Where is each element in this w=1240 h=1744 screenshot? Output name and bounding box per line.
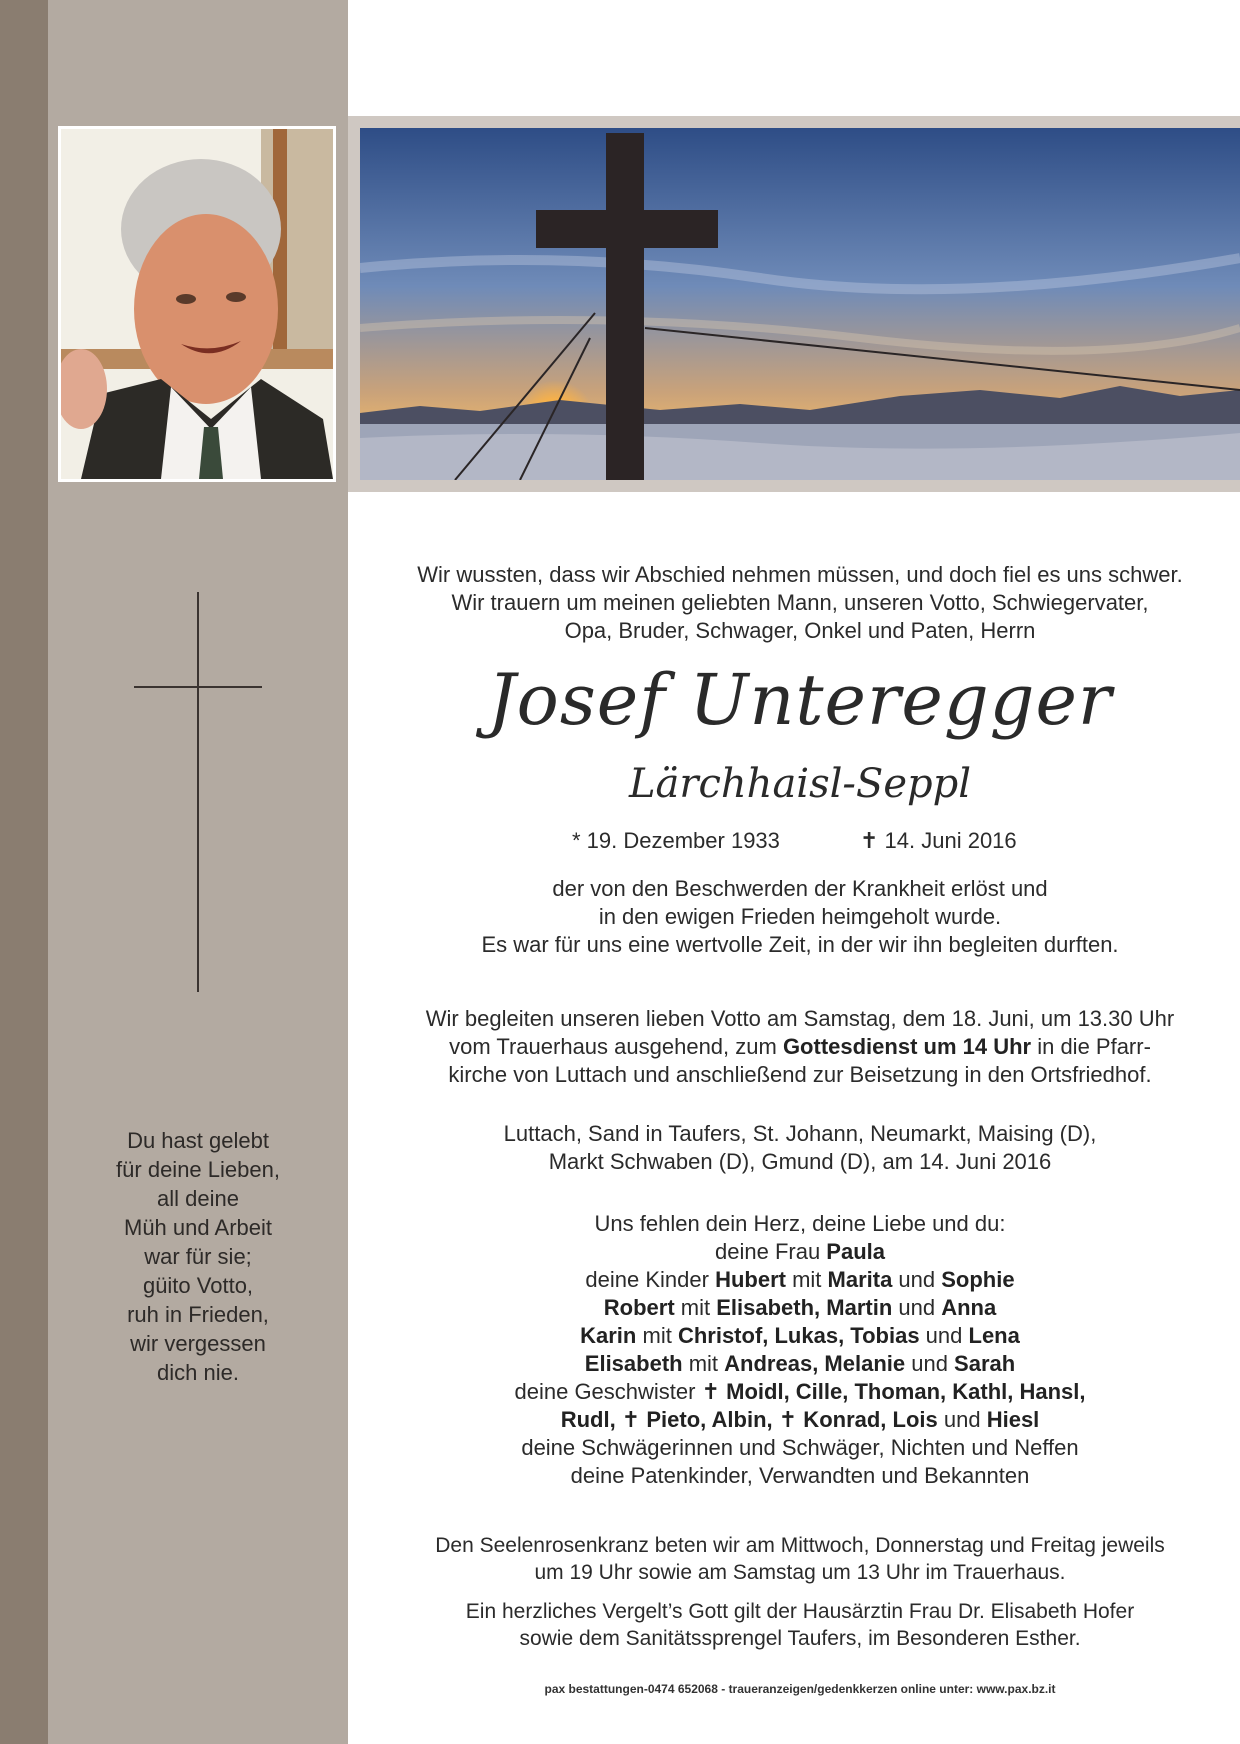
name-bold: Marita bbox=[827, 1267, 893, 1292]
mourners-line: deine Patenkinder, Verwandten und Bekannten bbox=[570, 1463, 1030, 1488]
text-span: und bbox=[919, 1323, 969, 1348]
rosary-paragraph bbox=[370, 1532, 1230, 1586]
intro-line: Wir trauern um meinen geliebten Mann, unseren Votto, Schwiegervater, bbox=[451, 590, 1149, 615]
paragraph-line: um 19 Uhr sowie am Samstag um 13 Uhr im Trauerhaus. bbox=[534, 1561, 1066, 1584]
name-bold: Hiesl bbox=[986, 1407, 1040, 1432]
portrait-illustration bbox=[61, 129, 333, 479]
deceased-nickname: Lärchhaisl-Seppl bbox=[628, 761, 971, 807]
deceased-name: Josef Unteregger bbox=[487, 659, 1113, 741]
poem-line: güito Votto, bbox=[142, 1273, 254, 1298]
mourners-list bbox=[370, 1210, 1230, 1490]
mourners-line bbox=[370, 1378, 1230, 1406]
poem-line: wir vergessen bbox=[130, 1331, 266, 1356]
mourners-line bbox=[370, 1238, 1230, 1266]
paragraph-line: Luttach, Sand in Taufers, St. Johann, Neumarkt, Maising (D), bbox=[503, 1121, 1097, 1146]
name-bold: Elisabeth, Martin bbox=[716, 1295, 893, 1320]
text-span: deine Kinder bbox=[585, 1267, 716, 1292]
places-paragraph bbox=[370, 1120, 1230, 1176]
top-white-area bbox=[348, 0, 1240, 116]
text-span: deine Frau bbox=[715, 1239, 827, 1264]
cross-vertical-bar bbox=[197, 592, 199, 992]
paragraph-line: Wir begleiten unseren lieben Votto am Samstag, dem 18. Juni, um 13.30 Uhr bbox=[425, 1006, 1175, 1031]
name-bold: Christof, Lukas, Tobias bbox=[677, 1323, 920, 1348]
paragraph-line bbox=[370, 1033, 1230, 1061]
poem-line: dich nie. bbox=[157, 1360, 239, 1385]
text-span: und bbox=[892, 1267, 942, 1292]
intro-line: Opa, Bruder, Schwager, Onkel und Paten, Herrn bbox=[564, 618, 1036, 643]
name-bold: Karin bbox=[580, 1323, 637, 1348]
name-bold: Lena bbox=[968, 1323, 1020, 1348]
side-poem bbox=[60, 1126, 336, 1387]
text-span: mit bbox=[785, 1267, 828, 1292]
mourners-line: Uns fehlen dein Herz, deine Liebe und du: bbox=[594, 1211, 1006, 1236]
cross-horizontal-bar bbox=[134, 686, 262, 688]
thanks-paragraph bbox=[370, 1598, 1230, 1652]
side-cross bbox=[132, 592, 264, 992]
poem-line: all deine bbox=[157, 1186, 239, 1211]
life-dates bbox=[370, 827, 1230, 857]
paragraph-line: Es war für uns eine wertvolle Zeit, in der wir ihn begleiten durften. bbox=[481, 932, 1119, 957]
text-span: und bbox=[937, 1407, 987, 1432]
name-bold: Andreas, Melanie bbox=[724, 1351, 906, 1376]
mourners-line bbox=[370, 1294, 1230, 1322]
poem-line: Du hast gelebt bbox=[127, 1128, 269, 1153]
name-bold: Anna bbox=[941, 1295, 997, 1320]
funeral-paragraph bbox=[370, 1005, 1230, 1089]
footer-credits: pax bestattungen-0474 652068 - traueranzeigen/gedenkkerzen online unter: www.pax.bz.it bbox=[544, 1682, 1056, 1696]
text-span: und bbox=[905, 1351, 955, 1376]
text-span: vom Trauerhaus ausgehend, zum bbox=[449, 1034, 783, 1059]
text-span: deine Geschwister bbox=[514, 1379, 702, 1404]
paragraph-line: sowie dem Sanitätssprengel Taufers, im Besonderen Esther. bbox=[519, 1627, 1081, 1650]
summit-cross-photo bbox=[360, 128, 1240, 480]
name-bold: Sophie bbox=[941, 1267, 1015, 1292]
text-span: mit bbox=[636, 1323, 678, 1348]
name-bold: Robert bbox=[603, 1295, 675, 1320]
name-bold: ✝ Moidl, Cille, Thoman, Kathl, Hansl, bbox=[701, 1379, 1086, 1404]
poem-line: ruh in Frieden, bbox=[127, 1302, 269, 1327]
paragraph-line: Markt Schwaben (D), Gmund (D), am 14. Juni 2016 bbox=[548, 1149, 1052, 1174]
relief-paragraph bbox=[370, 875, 1230, 959]
paragraph-line: Den Seelenrosenkranz beten wir am Mittwoch, Donnerstag und Freitag jeweils bbox=[435, 1534, 1165, 1557]
mourners-line bbox=[370, 1266, 1230, 1294]
mourners-line: deine Schwägerinnen und Schwäger, Nichten und Neffen bbox=[521, 1435, 1079, 1460]
mourners-line bbox=[370, 1350, 1230, 1378]
name-bold: Rudl, ✝ Pieto, Albin, ✝ Konrad, Lois bbox=[560, 1407, 938, 1432]
paragraph-line: der von den Beschwerden der Krankheit erlöst und bbox=[552, 876, 1048, 901]
portrait-photo bbox=[58, 126, 336, 482]
mourners-line bbox=[370, 1322, 1230, 1350]
text-span: in die Pfarr- bbox=[1031, 1034, 1151, 1059]
death-date: ✝ 14. Juni 2016 bbox=[860, 828, 1017, 853]
intro-text bbox=[370, 561, 1230, 645]
paragraph-line: kirche von Luttach und anschließend zur Beisetzung in den Ortsfriedhof. bbox=[448, 1062, 1152, 1087]
name-bold: Elisabeth bbox=[584, 1351, 683, 1376]
poem-line: für deine Lieben, bbox=[116, 1157, 280, 1182]
name-bold: Paula bbox=[826, 1239, 885, 1264]
poem-line: war für sie; bbox=[144, 1244, 252, 1269]
left-dark-stripe bbox=[0, 0, 48, 1744]
name-bold: Hubert bbox=[715, 1267, 786, 1292]
intro-line: Wir wussten, dass wir Abschied nehmen müssen, und doch fiel es uns schwer. bbox=[417, 562, 1183, 587]
text-span: mit bbox=[682, 1351, 725, 1376]
paragraph-line: in den ewigen Frieden heimgeholt wurde. bbox=[598, 904, 1002, 929]
text-span: und bbox=[892, 1295, 942, 1320]
text-span: mit bbox=[674, 1295, 717, 1320]
paragraph-line: Ein herzliches Vergelt’s Gott gilt der Hausärztin Frau Dr. Elisabeth Hofer bbox=[465, 1600, 1135, 1623]
mourners-line bbox=[370, 1406, 1230, 1434]
mass-time: Gottesdienst um 14 Uhr bbox=[782, 1034, 1032, 1059]
poem-line: Müh und Arbeit bbox=[124, 1215, 272, 1240]
birth-date: * 19. Dezember 1933 bbox=[572, 828, 780, 853]
summit-cross-illustration bbox=[360, 128, 1240, 480]
name-bold: Sarah bbox=[954, 1351, 1016, 1376]
